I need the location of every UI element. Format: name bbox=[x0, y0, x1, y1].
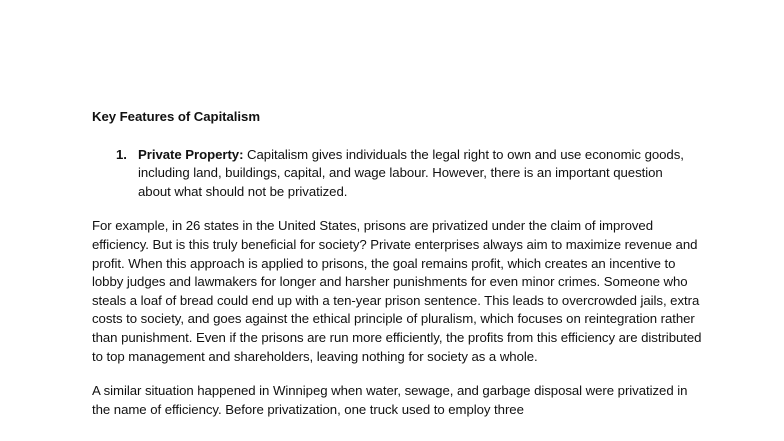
list-item-text: Capitalism gives individuals the legal right to own and use economic goods, including land, buildings, capital, and wage labour. However, there is an important question about what should not be privatized. bbox=[138, 146, 684, 199]
body-paragraph-prisons: For example, in 26 states in the United States, prisons are privatized under the claim of improved efficiency. But is this truly beneficial for society? Private enterprises always aim to maximize revenue and profit. When this approach is applied to prisons, the goal remains profit, which creates an incentive to lobby judges and lawmakers for longer and harsher punishments for even minor crimes. Someone who steals a loaf of bread could end up with a ten-year prison sentence. This leads to overcrowded jails, extra costs to society, and goes against the ethical principle of pluralism, which focuses on reintegration rather than punishment. Even if the prisons are run more efficiently, the profits from this efficiency are distributed to top management and shareholders, leaving nothing for society as a whole. bbox=[92, 218, 702, 364]
body-paragraph-winnipeg: A similar situation happened in Winnipeg when water, sewage, and garbage disposal were privatized in the name of efficiency. Before privatization, one truck used to employ three bbox=[92, 383, 688, 417]
list-item-term: Private Property: bbox=[138, 146, 244, 162]
document-body bbox=[92, 108, 702, 435]
list-item-number: 1. bbox=[116, 146, 127, 162]
list-item bbox=[92, 146, 690, 202]
section-heading: Key Features of Capitalism bbox=[92, 109, 260, 124]
numbered-list bbox=[92, 146, 694, 202]
